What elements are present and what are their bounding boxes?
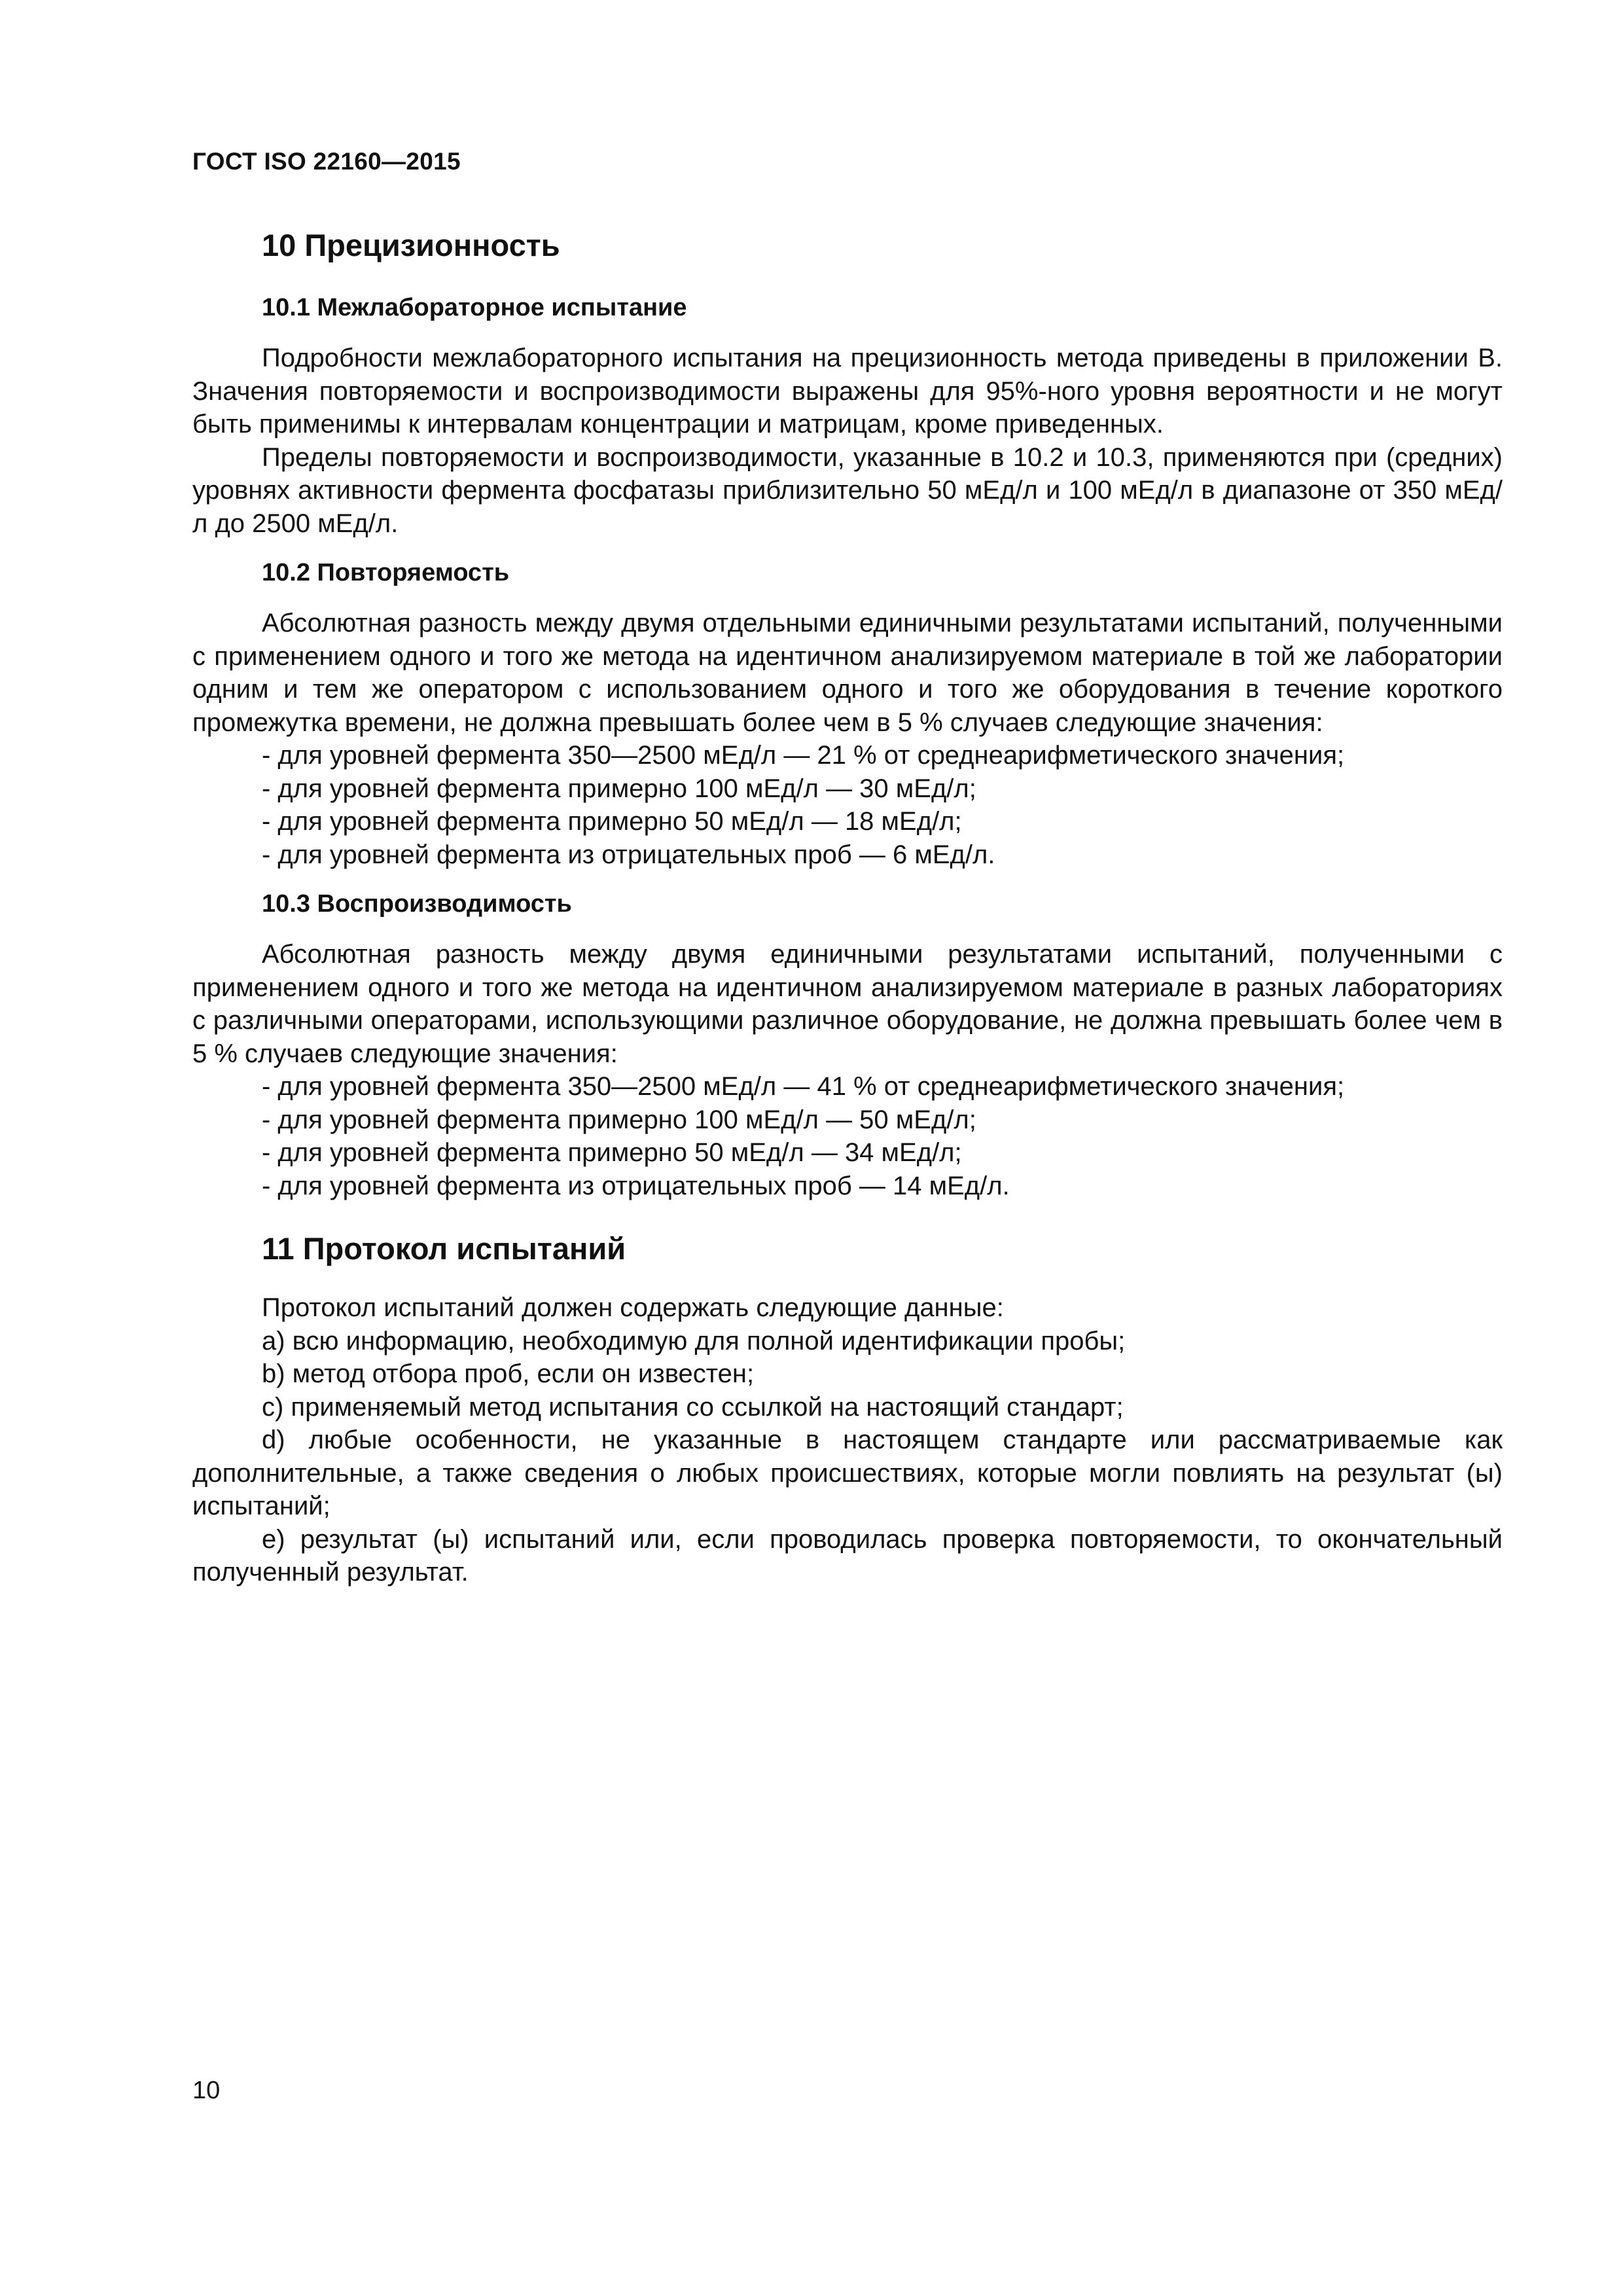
list-item: - для уровней фермента примерно 50 мЕд/л — 18 мЕд/л; <box>262 807 962 836</box>
list-item: - для уровней фермента примерно 50 мЕд/л — 34 мЕд/л; <box>262 1138 962 1167</box>
list-item: - для уровней фермента 350—2500 мЕд/л — 41 % от среднеарифметического значения; <box>262 1072 1345 1101</box>
standard-id-header: ГОСТ ISO 22160—2015 <box>192 148 461 175</box>
list-item: - для уровней фермента примерно 100 мЕд/л — 30 мЕд/л; <box>262 774 976 803</box>
list-item: а) всю информацию, необходимую для полной идентификации пробы; <box>262 1326 1126 1355</box>
list-item: b) метод отбора проб, если он известен; <box>262 1359 755 1388</box>
section-10-title: 10 Прецизионность <box>262 228 560 262</box>
subsection-10-3-title: 10.3 Воспроизводимость <box>262 890 572 918</box>
paragraph: Абсолютная разность между двумя отдельными единичными результатами испытаний, полученными с применением одного и того же метода на идентичном анализируемом материале в той же лаборатории одним и тем же оператором с использованием одного и того же оборудования в течение короткого промежутка времени, не должна превышать более чем в 5 % случаев следующие значения: <box>192 609 1503 737</box>
paragraph: Подробности межлабораторного испытания на прецизионность метода приведены в приложении В. Значения повторяемости и воспроизводимости выражены для 95%-ного уровня вероятности и не могут быть применимы к интервалам концентрации и матрицам, кроме приведенных. <box>192 344 1503 439</box>
paragraph: Протокол испытаний должен содержать следующие данные: <box>262 1293 1004 1322</box>
subsection-10-1-title: 10.1 Межлабораторное испытание <box>262 294 687 321</box>
page-number: 10 <box>192 2077 221 2104</box>
section-11-title: 11 Протокол испытаний <box>262 1231 626 1266</box>
paragraph: Пределы повторяемости и воспроизводимости, указанные в 10.2 и 10.3, применяются при (средних) уровнях активности фермента фосфатазы приблизительно 50 мЕд/л и 100 мЕд/л в диапазоне от 350 мЕд/л до 2500 мЕд/л. <box>192 442 1503 538</box>
list-item: c) применяемый метод испытания со ссылкой на настоящий стандарт; <box>262 1392 1124 1422</box>
list-item: - для уровней фермента примерно 100 мЕд/л — 50 мЕд/л; <box>262 1105 976 1134</box>
list-item: - для уровней фермента из отрицательных проб — 14 мЕд/л. <box>262 1171 1010 1200</box>
document-body <box>192 223 1503 1589</box>
list-item: e) результат (ы) испытаний или, если проводилась проверка повторяемости, то окончательный полученный результат. <box>192 1524 1503 1587</box>
list-item: - для уровней фермента из отрицательных проб — 6 мЕд/л. <box>262 840 995 869</box>
paragraph: Абсолютная разность между двумя единичными результатами испытаний, полученными с применением одного и того же метода на идентичном анализируемом материале в разных лабораториях с различными операторами, использующими различное оборудование, не должна превышать более чем в 5 % случаев следующие значения: <box>192 940 1503 1068</box>
list-item: - для уровней фермента 350—2500 мЕд/л — 21 % от среднеарифметического значения; <box>262 741 1345 770</box>
list-item: d) любые особенности, не указанные в настоящем стандарте или рассматриваемые как дополнительные, а также сведения о любых происшествиях, которые могли повлиять на результат (ы) испытаний; <box>192 1426 1503 1520</box>
subsection-10-2-title: 10.2 Повторяемость <box>262 559 510 586</box>
